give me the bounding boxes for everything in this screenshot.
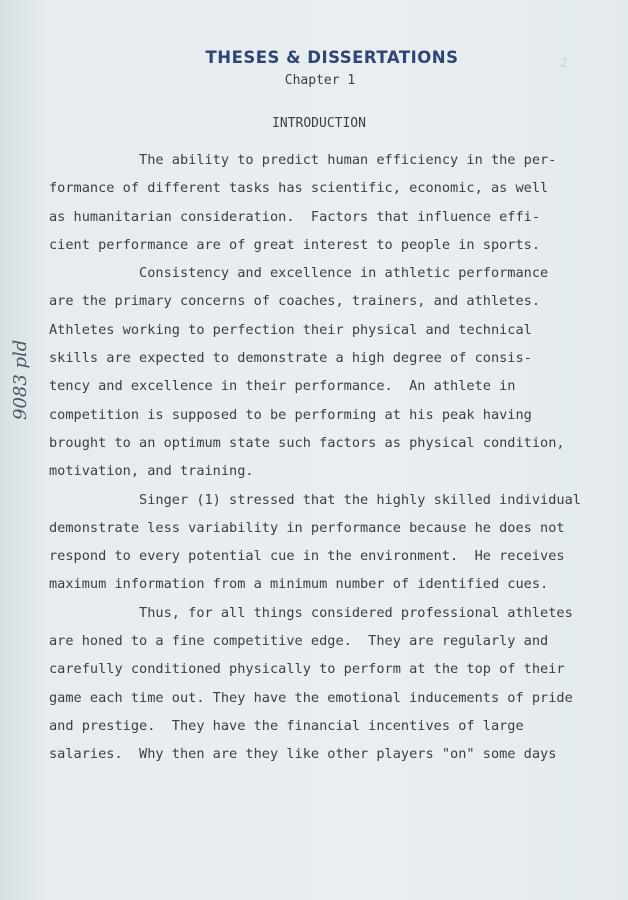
- paragraph: [49, 146, 609, 259]
- text-line: demonstrate less variability in performance because he does not: [49, 519, 565, 536]
- text-line: Athletes working to perfection their physical and technical: [49, 321, 532, 338]
- handwritten-margin-note: 9083 pld: [10, 339, 31, 420]
- text-line: skills are expected to demonstrate a high degree of consis-: [49, 350, 532, 367]
- chapter-label: Chapter 1: [284, 73, 356, 88]
- theses-dissertations-stamp: THESES & DISSERTATIONS: [205, 48, 459, 67]
- text-line: The ability to predict human efficiency in the per-: [49, 152, 557, 168]
- text-line: Singer (1) stressed that the highly skilled individual: [49, 491, 581, 508]
- paragraph: [49, 486, 609, 599]
- text-line: are the primary concerns of coaches, trainers, and athletes.: [49, 293, 541, 310]
- text-line: as humanitarian consideration. Factors that influence effi-: [49, 208, 541, 225]
- page-number-bleedthrough: 2: [560, 56, 568, 70]
- text-line: cient performance are of great interest to people in sports.: [49, 236, 541, 253]
- text-line: Thus, for all things considered professional athletes: [49, 604, 573, 621]
- section-heading: INTRODUCTION: [272, 116, 366, 131]
- text-line: motivation, and training.: [49, 463, 254, 480]
- text-line: salaries. Why then are they like other players "on" some days: [49, 746, 557, 763]
- text-line: brought to an optimum state such factors as physical condition,: [49, 434, 565, 451]
- text-line: carefully conditioned physically to perform at the top of their: [49, 661, 565, 678]
- paragraph: [49, 599, 609, 769]
- text-line: game each time out. They have the emotional inducements of pride: [49, 689, 573, 706]
- text-line: respond to every potential cue in the environment. He receives: [49, 548, 565, 565]
- text-line: are honed to a fine competitive edge. They are regularly and: [49, 633, 549, 650]
- paragraph: [49, 259, 609, 485]
- text-line: Consistency and excellence in athletic performance: [49, 265, 549, 282]
- text-line: formance of different tasks has scientific, economic, as well: [49, 180, 549, 197]
- text-line: competition is supposed to be performing at his peak having: [49, 406, 532, 423]
- body-text: [49, 146, 609, 769]
- text-line: maximum information from a minimum number of identified cues.: [49, 576, 549, 593]
- text-line: and prestige. They have the financial incentives of large: [49, 717, 524, 734]
- text-line: tency and excellence in their performance. An athlete in: [49, 378, 516, 395]
